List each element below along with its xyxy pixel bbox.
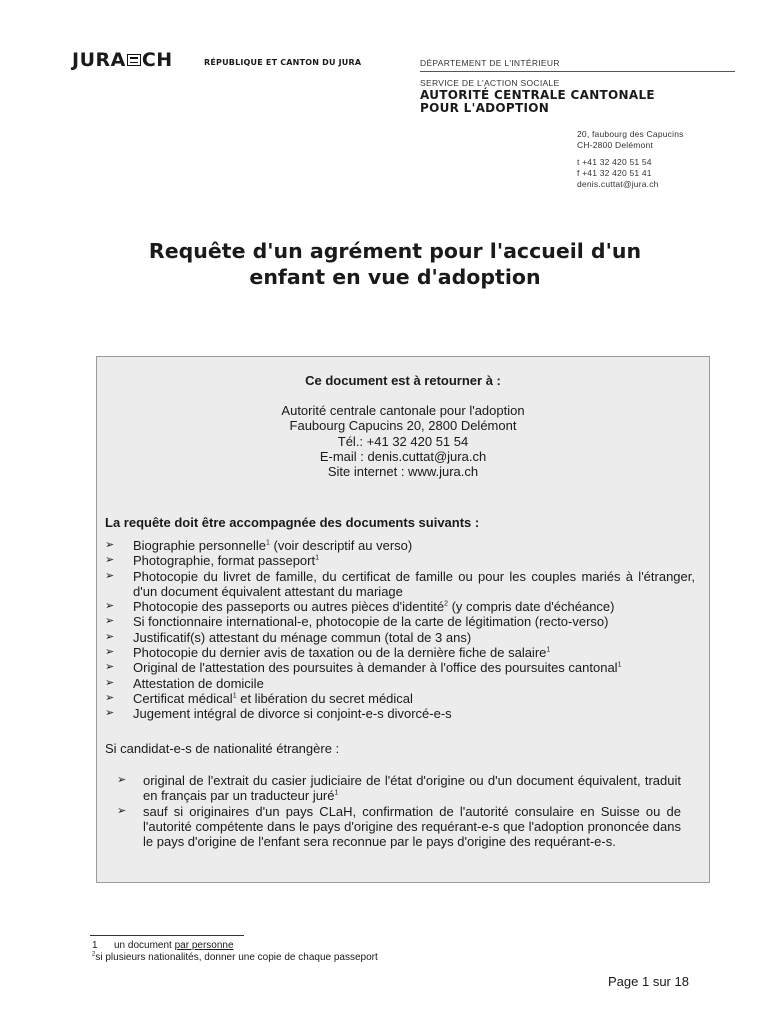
footnote-ref: 2 [444,600,448,608]
item-text-suffix: (y compris date d'échéance) [447,599,615,615]
item-text: Original de l'attestation des poursuites à demander à l'office des poursuites cantonal [133,660,618,676]
list-item [105,599,695,614]
logo-emblem-icon [127,54,141,66]
service-label: SERVICE DE L'ACTION SOCIALE [420,78,560,88]
recipient-address [97,403,709,479]
jura-ch-logo [72,49,173,71]
list-item [105,660,695,675]
list-item [105,553,695,568]
footnote-divider [90,935,244,936]
arrow-bullet-icon: ➢ [105,615,115,628]
item-text: Biographie personnelle [133,538,266,553]
title-line-2: enfant en vue d'adoption [249,265,541,289]
list-item [105,676,695,691]
department-label: DÉPARTEMENT DE L'INTÉRIEUR [420,58,560,68]
item-text: Certificat médical [133,690,233,706]
footnote-ref: 1 [315,554,320,562]
item-text-suffix: et libération du secret médical [236,690,413,706]
item-text: Si fonctionnaire international-e, photocopie de la carte de légitimation (recto-verso) [133,614,609,630]
item-text: sauf si originaires d'un pays CLaH, confirmation de l'autorité consulaire en Suisse ou de l'autorité compétente dans le pays d'origine des requérant-e-s que l'adoption prononcée dans le pays d'origine de l'enfant sera reconnue par le pays d'origine des requérant-e-s. [143,803,681,850]
arrow-bullet-icon: ➢ [105,707,115,720]
recipient-line: Tél.: +41 32 420 51 54 [337,433,469,449]
item-text: Attestation de domicile [133,675,264,691]
contact-email: denis.cuttat@jura.ch [577,179,659,189]
authority-name [420,89,655,115]
authority-line-2: POUR L'ADOPTION [420,101,550,115]
sender-address [577,129,684,150]
arrow-bullet-icon: ➢ [105,676,115,689]
contact-fax: f +41 32 420 51 41 [577,168,652,178]
item-text: Justificatif(s) attestant du ménage commun (total de 3 ans) [133,629,472,645]
address-street: 20, faubourg des Capucins [577,129,684,139]
recipient-line: E-mail : denis.cuttat@jura.ch [319,448,487,464]
list-item [105,645,695,660]
logo-jura-text: JURA [72,49,126,71]
footnote-ref: 1 [265,539,270,547]
list-item [105,691,695,706]
footnote-2 [92,952,378,963]
contact-phone: t +41 32 420 51 54 [577,157,652,167]
foreign-documents-list [117,773,681,849]
footnote-ref: 1 [334,789,339,797]
item-text: Photocopie du dernier avis de taxation ou de la dernière fiche de salaire [133,645,547,661]
arrow-bullet-icon: ➢ [117,804,127,817]
arrow-bullet-icon: ➢ [105,554,115,567]
return-heading: Ce document est à retourner à : [305,373,501,388]
footnote-2-mark: 2 [92,951,96,958]
authority-line-1: AUTORITÉ CENTRALE CANTONALE [420,88,655,102]
list-item [117,773,681,804]
list-item [105,706,695,721]
arrow-bullet-icon: ➢ [117,774,127,786]
foreign-candidates-label: Si candidat-e-s de nationalité étrangère : [105,741,340,756]
footnote-ref: 1 [546,646,551,654]
document-title [90,238,700,290]
footnote-1-number: 1 [92,940,98,951]
list-item [105,538,695,553]
arrow-bullet-icon: ➢ [105,661,115,674]
republique-label: RÉPUBLIQUE ET CANTON DU JURA [204,58,362,67]
recipient-line: Autorité centrale cantonale pour l'adoption [281,403,525,418]
logo-ch-text: CH [141,49,173,71]
footnote-2-text: si plusieurs nationalités, donner une copie de chaque passeport [95,952,378,963]
recipient-line: Site internet : www.jura.ch [327,464,479,480]
footnote-1-text: un document [114,940,175,951]
address-city: CH-2800 Delémont [577,139,653,150]
item-text: Jugement intégral de divorce si conjoint-e-s divorcé-e-s [133,706,452,722]
requirements-heading: La requête doit être accompagnée des documents suivants : [105,515,480,530]
footnote-1-underlined: par personne [174,940,234,951]
page-number: Page 1 sur 18 [608,974,689,989]
footnote-ref: 1 [232,692,237,700]
list-item [117,804,681,850]
sender-contact [577,157,659,190]
footnote-ref: 1 [617,662,622,670]
arrow-bullet-icon: ➢ [105,646,115,659]
list-item [105,630,695,645]
item-text: Photographie, format passeport [133,553,316,569]
arrow-bullet-icon: ➢ [105,539,115,551]
arrow-bullet-icon: ➢ [105,630,115,643]
list-item [105,569,695,600]
header-divider [420,71,735,72]
documents-list [105,538,695,722]
list-item [105,614,695,629]
arrow-bullet-icon: ➢ [105,569,115,582]
item-text: original de l'extrait du casier judiciaire de l'état d'origine ou d'un document équivalent, traduit en français par un traducteur juré [143,773,681,804]
arrow-bullet-icon: ➢ [105,691,115,704]
footnote-1 [92,940,234,951]
title-line-1: Requête d'un agrément pour l'accueil d'un [148,239,642,263]
recipient-line: Faubourg Capucins 20, 2800 Delémont [289,418,517,434]
arrow-bullet-icon: ➢ [105,600,115,613]
info-box [96,356,710,883]
item-text: Photocopie des passeports ou autres pièces d'identité [133,599,445,615]
item-text: Photocopie du livret de famille, du certificat de famille ou pour les couples mariés à l'étranger, d'un document équivalent attestant du mariage [133,568,695,599]
item-text-suffix: (voir descriptif au verso) [269,538,413,553]
